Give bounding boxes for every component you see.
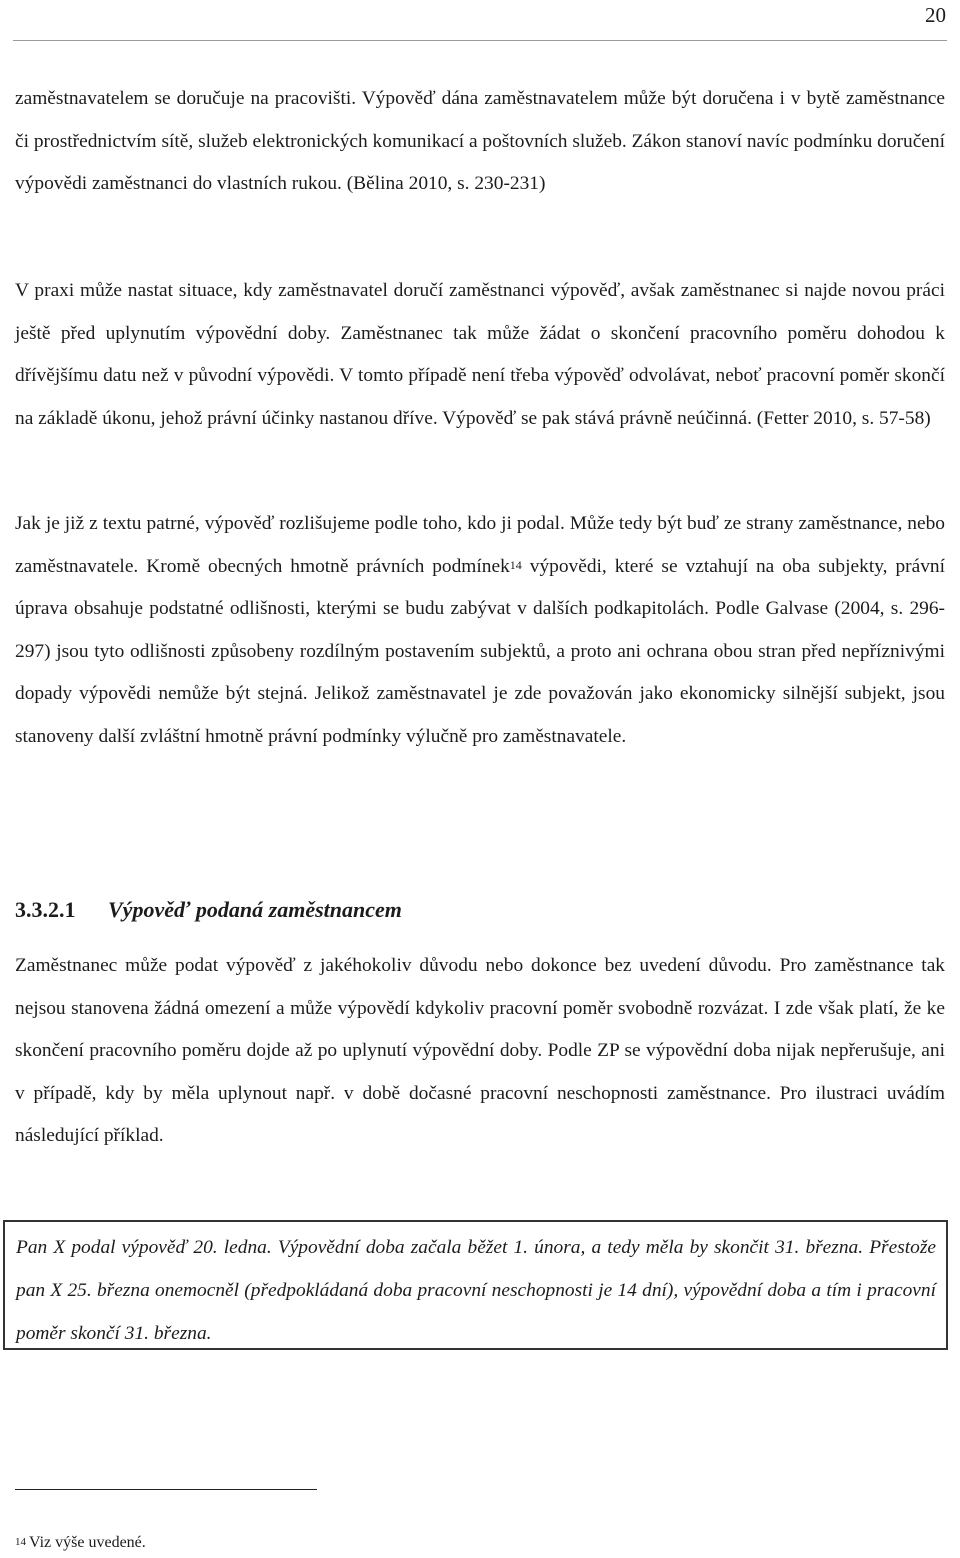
section-title: Výpověď podaná zaměstnancem xyxy=(108,897,402,922)
example-text: Pan X podal výpověď 20. ledna. Výpovědní doba začala běžet 1. února, a tedy měla by skončit 31. března. Přestože pan X 25. března onemocněl (předpokládaná doba pracovní neschopnosti je 14 dní), výpovědní doba a tím i pracovní poměr skončí 31. března. xyxy=(16,1237,936,1344)
paragraph-distinction-part1: Jak je již z textu patrné, výpověď rozlišujeme podle toho, kdo ji podal. Může tedy být buď ze strany zaměstnance, nebo zaměstnavatele. Kromě obecných hmotně právních podmínek xyxy=(15,513,945,577)
paragraph-distinction xyxy=(15,503,945,759)
footnote-number: 14 xyxy=(15,1536,26,1548)
paragraph-distinction-part2: výpovědi, které se vztahují na oba subjekty, právní úprava obsahuje podstatné odlišnosti, kterými se budu zabývat v dalších podkapitolách. Podle Galvase (2004, s. 296-297) jsou tyto odlišnosti způsobeny rozdílným postavením subjektů, a proto ani ochrana obou stran před nepříznivými dopady výpovědi nemůže být stejná. Jelikož zaměstnavatel je zde považován jako ekonomicky silnější subjekt, jsou stanoveny další zvláštní hmotně právní podmínky výlučně pro zaměstnavatele. xyxy=(15,555,945,747)
footnote xyxy=(15,1532,945,1554)
section-heading xyxy=(15,888,945,932)
paragraph-employee-notice: Zaměstnanec může podat výpověď z jakéhokoliv důvodu nebo dokonce bez uvedení důvodu. Pro zaměstnance tak nejsou stanovena žádná omezení a může výpovědí kdykoliv pracovní poměr svobodně rozvázat. I zde však platí, že ke skončení pracovního poměru dojde až po uplynutí výpovědní doby. Podle ZP se výpovědní doba nijak nepřerušuje, ani v případě, kdy by měla uplynout např. v době dočasné pracovní neschopnosti zaměstnance. Pro ilustraci uvádím následující příklad. xyxy=(15,955,945,1147)
paragraph-delivery: zaměstnavatelem se doručuje na pracovišti. Výpověď dána zaměstnavatelem může být doručena i v bytě zaměstnance či prostřednictvím sítě, služeb elektronických komunikací a poštovních služeb. Zákon stanoví navíc podmínku doručení výpovědi zaměstnanci do vlastních rukou. (Bělina 2010, s. 230-231) xyxy=(15,88,945,195)
page-number: 20 xyxy=(925,3,946,27)
example-box xyxy=(3,1220,948,1350)
footnote-reference[interactable]: 14 xyxy=(509,557,522,572)
section-number: 3.3.2.1 xyxy=(15,897,76,922)
paragraph-practice: V praxi může nastat situace, kdy zaměstnavatel doručí zaměstnanci výpověď, avšak zaměstnanec si najde novou práci ještě před uplynutím výpovědní doby. Zaměstnanec tak může žádat o skončení pracovního poměru dohodou k dřívějšímu datu než v původní výpovědi. V tomto případě není třeba výpověď odvolávat, neboť pracovní poměr skončí na základě úkonu, jehož právní účinky nastanou dříve. Výpověď se pak stává právně neúčinná. (Fetter 2010, s. 57-58) xyxy=(15,280,945,429)
footnote-rule xyxy=(15,1489,317,1490)
header-rule xyxy=(13,40,947,41)
footnote-text: Viz výše uvedené. xyxy=(29,1534,146,1551)
